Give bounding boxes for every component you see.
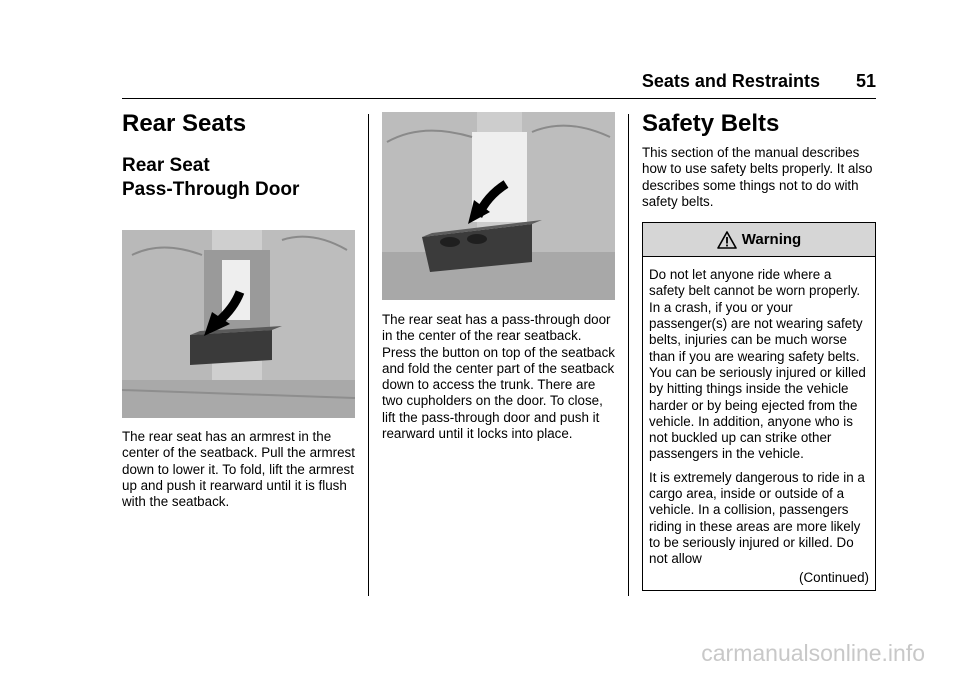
- subheading-line-1: Rear Seat: [122, 155, 210, 176]
- safety-belts-intro: This section of the manual describes how to use safety belts properly. It also describes some things not to do with safety belts.: [642, 145, 873, 209]
- warning-heading: Warning: [741, 231, 802, 249]
- page-header: [0, 71, 876, 95]
- armrest-paragraph: The rear seat has an armrest in the center of the seatback. Pull the armrest down to lower it. To fold, lift the armrest up and push it rearward until it is flush with the seatback.: [122, 429, 355, 510]
- pass-through-paragraph: The rear seat has a pass-through door in the center of the rear seatback. Press the button on top of the seatback and fold the center part of the seatback down to access the trunk. There are two cupholders on the door. To close, lift the pass-through door and push it rearward until it locks into place.: [382, 312, 616, 442]
- warning-box: [642, 222, 876, 590]
- warning-body: [643, 257, 875, 589]
- watermark: carmanualsonline.info: [701, 640, 925, 666]
- column-1: [122, 106, 355, 510]
- header-rule: [122, 98, 876, 99]
- armrest-photo: [122, 230, 355, 418]
- section-heading-rear-seats: Rear Seats: [122, 110, 247, 137]
- warning-paragraph-1: Do not let anyone ride where a safety belt cannot be worn properly. In a crash, if you or your passenger(s) are not wearing safety belts, injuries can be much worse than if you are wearing safety belts. You can be seriously injured or killed by hitting things inside the vehicle harder or by being ejected from the vehicle. In addition, anyone who is not buckled up can strike other passengers in the vehicle.: [649, 267, 866, 462]
- column-divider-2: [628, 114, 629, 596]
- continued-label: (Continued): [799, 569, 869, 585]
- section-heading-safety-belts: Safety Belts: [642, 110, 780, 137]
- section-title: Seats and Restraints: [641, 71, 820, 91]
- page-number: 51: [855, 71, 876, 91]
- subheading-line-2: Pass-Through Door: [122, 179, 300, 200]
- column-2: [382, 106, 615, 442]
- warning-paragraph-2: It is extremely dangerous to ride in a cargo area, inside or outside of a vehicle. In a collision, passengers riding in these areas are more likely to be seriously injured or killed. Do not allow: [649, 469, 865, 567]
- column-3: [642, 106, 876, 591]
- pass-through-door-photo: [382, 112, 615, 300]
- warning-triangle-icon: [717, 231, 737, 249]
- warning-header: [643, 223, 875, 257]
- column-divider-1: [368, 114, 369, 596]
